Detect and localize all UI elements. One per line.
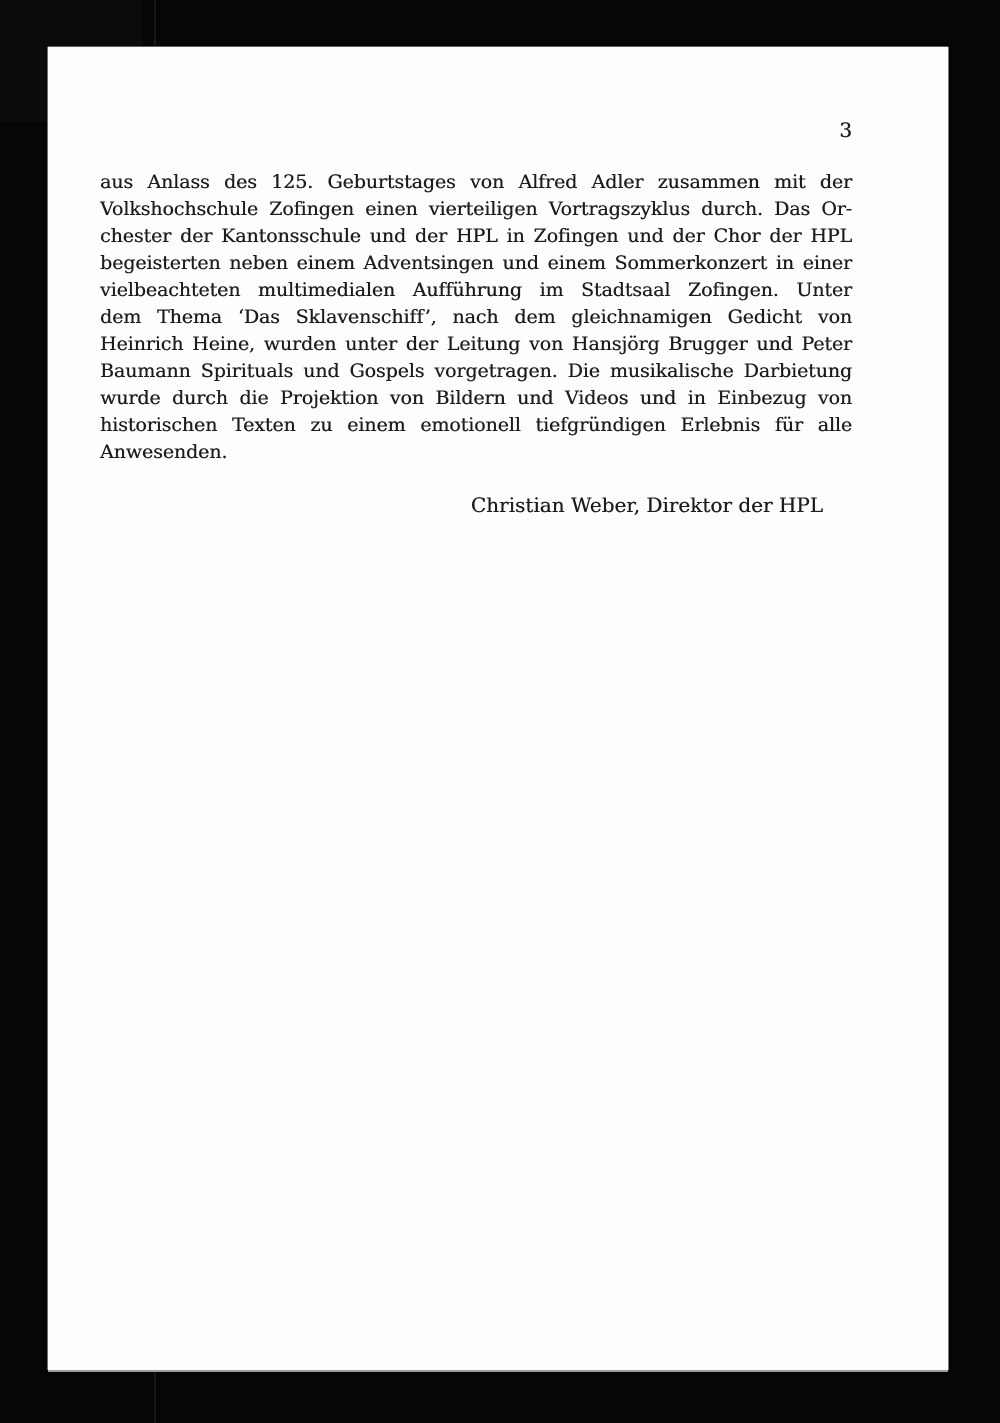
body-line: begeisterten neben einem Adventsingen und einem Sommerkonzert in einer bbox=[100, 252, 852, 274]
body-line: dem Thema ‘Das Sklavenschiff’, nach dem gleichnamigen Gedicht von bbox=[100, 306, 852, 328]
document-page bbox=[48, 47, 948, 1370]
body-paragraph bbox=[100, 169, 852, 466]
page-number: 3 bbox=[839, 118, 852, 142]
body-line: historischen Texten zu einem emotionell tiefgründigen Erlebnis für alle bbox=[100, 414, 852, 436]
body-line: vielbeachteten multimedialen Aufführung im Stadtsaal Zofingen. Unter bbox=[100, 279, 852, 301]
body-line: Volkshochschule Zofingen einen vierteiligen Vortragszyklus durch. Das Or- bbox=[100, 198, 852, 220]
body-line: Baumann Spirituals und Gospels vorgetragen. Die musikalische Darbietung bbox=[100, 360, 852, 382]
body-line: wurde durch die Projektion von Bildern und Videos und in Einbezug von bbox=[100, 387, 852, 409]
body-line: aus Anlass des 125. Geburtstages von Alfred Adler zusammen mit der bbox=[100, 171, 852, 193]
body-line: Anwesenden. bbox=[100, 441, 228, 463]
body-line: Heinrich Heine, wurden unter der Leitung von Hansjörg Brugger und Peter bbox=[100, 333, 852, 355]
body-line: chester der Kantonsschule und der HPL in Zofingen und der Chor der HPL bbox=[100, 225, 852, 247]
signature-line: Christian Weber, Direktor der HPL bbox=[470, 493, 823, 517]
